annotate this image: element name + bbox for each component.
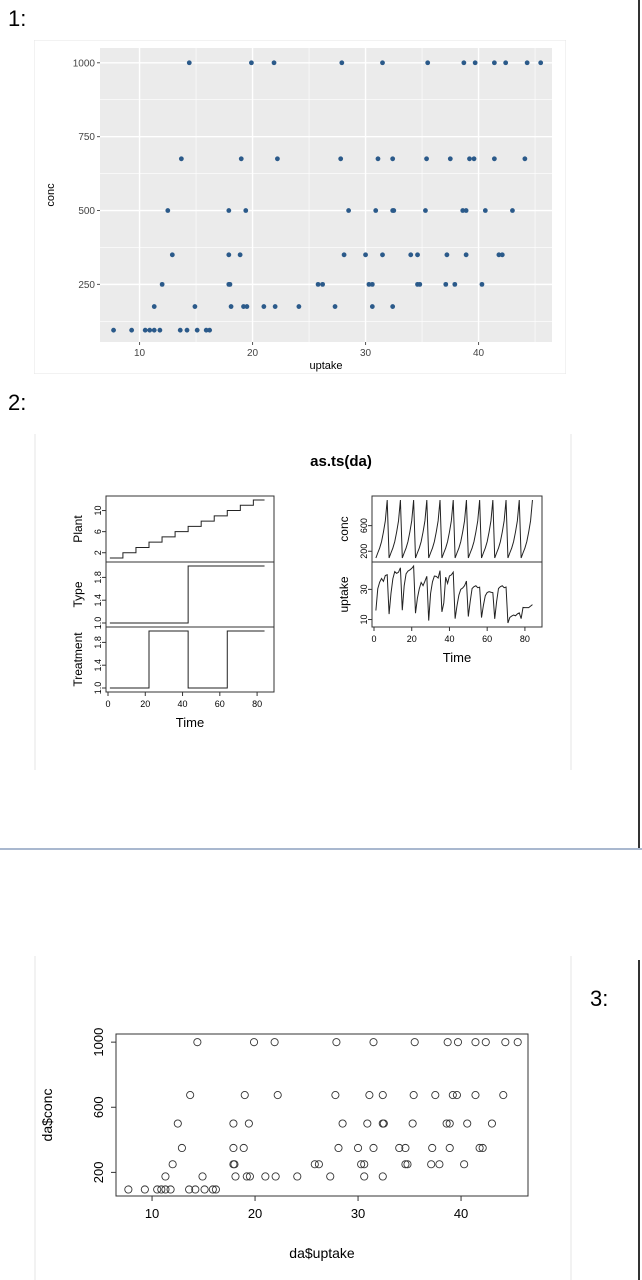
data-point (185, 328, 190, 333)
x-tick-label: 20 (246, 348, 259, 359)
data-point (333, 304, 338, 309)
data-point (228, 282, 233, 287)
data-point (503, 60, 508, 65)
y-tick-label: 6 (93, 529, 103, 535)
data-point (492, 60, 497, 65)
data-point (111, 328, 116, 333)
data-point (129, 328, 134, 333)
panel-label: uptake (337, 576, 351, 613)
data-point (152, 328, 157, 333)
data-point (370, 304, 375, 309)
data-point (193, 304, 198, 309)
x-tick-label: 60 (214, 699, 225, 709)
x-axis-label: da$uptake (289, 1245, 355, 1261)
x-tick-label: 0 (105, 699, 111, 709)
data-point (391, 208, 396, 213)
data-point (415, 252, 420, 257)
y-tick-label: 10 (359, 614, 369, 625)
data-point (147, 328, 152, 333)
data-point (338, 156, 343, 161)
data-point (380, 60, 385, 65)
x-tick-label: 40 (444, 634, 455, 644)
chart-1-uptake-conc (34, 40, 566, 374)
data-point (480, 282, 485, 287)
data-point (261, 304, 266, 309)
y-tick-label: 1.0 (93, 681, 103, 695)
figure-label-1: 1: (8, 6, 27, 31)
data-point (346, 208, 351, 213)
figure-label-3: 3: (590, 986, 609, 1011)
y-tick-label: 1.4 (93, 658, 103, 672)
panel-label: Treatment (71, 632, 85, 687)
page-divider (0, 848, 642, 850)
data-point (443, 282, 448, 287)
data-point (472, 156, 477, 161)
y-tick-label: 1.8 (93, 571, 103, 584)
data-point (464, 252, 469, 257)
y-tick-label: 200 (91, 1161, 106, 1184)
y-tick-label: 600 (359, 518, 369, 534)
x-axis-label: uptake (309, 360, 343, 372)
x-tick-label: 30 (359, 348, 372, 359)
data-point (143, 328, 148, 333)
data-point (243, 208, 248, 213)
x-axis-label: Time (442, 650, 472, 665)
x-tick-label: 40 (177, 699, 188, 709)
x-tick-label: 80 (252, 699, 263, 709)
plot-panel (100, 48, 552, 342)
data-point (296, 304, 301, 309)
data-point (376, 156, 381, 161)
data-point (363, 252, 368, 257)
data-point (473, 60, 478, 65)
data-point (316, 282, 321, 287)
data-point (339, 60, 344, 65)
chart-2-as-ts (34, 434, 572, 770)
data-point (370, 282, 375, 287)
x-tick-label: 20 (140, 699, 151, 709)
data-point (467, 156, 472, 161)
y-tick-label: 600 (91, 1096, 106, 1119)
data-point (320, 282, 325, 287)
y-tick-label: 1000 (91, 1027, 106, 1057)
chart-title: as.ts(da) (310, 453, 372, 470)
data-point (445, 252, 450, 257)
data-point (239, 156, 244, 161)
x-tick-label: 40 (453, 1206, 469, 1221)
data-point (423, 208, 428, 213)
data-point (380, 252, 385, 257)
data-point (152, 304, 157, 309)
data-point (448, 156, 453, 161)
x-tick-label: 20 (406, 634, 417, 644)
data-point (390, 156, 395, 161)
y-tick-label: 200 (359, 543, 369, 559)
data-point (275, 156, 280, 161)
y-tick-label: 1.4 (93, 593, 103, 607)
data-point (249, 60, 254, 65)
data-point (272, 60, 277, 65)
x-tick-label: 40 (472, 348, 485, 359)
chart-3-da-uptake-conc (34, 956, 572, 1280)
data-point (538, 60, 543, 65)
data-point (226, 208, 231, 213)
data-point (492, 156, 497, 161)
x-tick-label: 30 (350, 1206, 366, 1221)
data-point (195, 328, 200, 333)
y-tick-label: 250 (78, 279, 95, 291)
data-point (461, 60, 466, 65)
x-tick-label: 60 (482, 634, 493, 644)
data-point (187, 60, 192, 65)
data-point (417, 282, 422, 287)
data-point (342, 252, 347, 257)
data-point (425, 60, 430, 65)
x-tick-label: 10 (133, 348, 146, 359)
x-tick-label: 10 (144, 1206, 160, 1221)
data-point (510, 208, 515, 213)
x-tick-label: 20 (247, 1206, 263, 1221)
data-point (464, 208, 469, 213)
data-point (408, 252, 413, 257)
data-point (500, 252, 505, 257)
data-point (165, 208, 170, 213)
data-point (525, 60, 530, 65)
data-point (483, 208, 488, 213)
data-point (273, 304, 278, 309)
y-tick-label: 750 (78, 132, 95, 144)
x-tick-label: 80 (519, 634, 530, 644)
panel-label: Type (71, 581, 85, 608)
y-axis-label: conc (45, 183, 57, 207)
y-tick-label: 1.8 (93, 636, 103, 649)
y-axis-label: da$conc (39, 1088, 55, 1142)
page-edge-line-lower (638, 960, 640, 1280)
figure-label-2: 2: (8, 390, 27, 415)
data-point (170, 252, 175, 257)
data-point (238, 252, 243, 257)
data-point (157, 328, 162, 333)
data-point (207, 328, 212, 333)
data-point (179, 156, 184, 161)
y-tick-label: 1000 (72, 58, 95, 70)
data-point (226, 252, 231, 257)
page-edge-line (638, 0, 640, 850)
data-point (452, 282, 457, 287)
x-tick-label: 0 (371, 634, 377, 644)
y-tick-label: 1.0 (93, 616, 103, 630)
y-tick-label: 10 (93, 505, 103, 516)
panel-label: Plant (71, 515, 85, 543)
y-tick-label: 500 (78, 206, 95, 218)
data-point (178, 328, 183, 333)
panel-label: conc (337, 516, 351, 542)
x-axis-label: Time (175, 715, 205, 730)
y-tick-label: 30 (359, 584, 369, 595)
data-point (522, 156, 527, 161)
data-point (229, 304, 234, 309)
y-tick-label: 2 (93, 550, 103, 556)
data-point (390, 304, 395, 309)
data-point (245, 304, 250, 309)
data-point (424, 156, 429, 161)
data-point (373, 208, 378, 213)
data-point (160, 282, 165, 287)
